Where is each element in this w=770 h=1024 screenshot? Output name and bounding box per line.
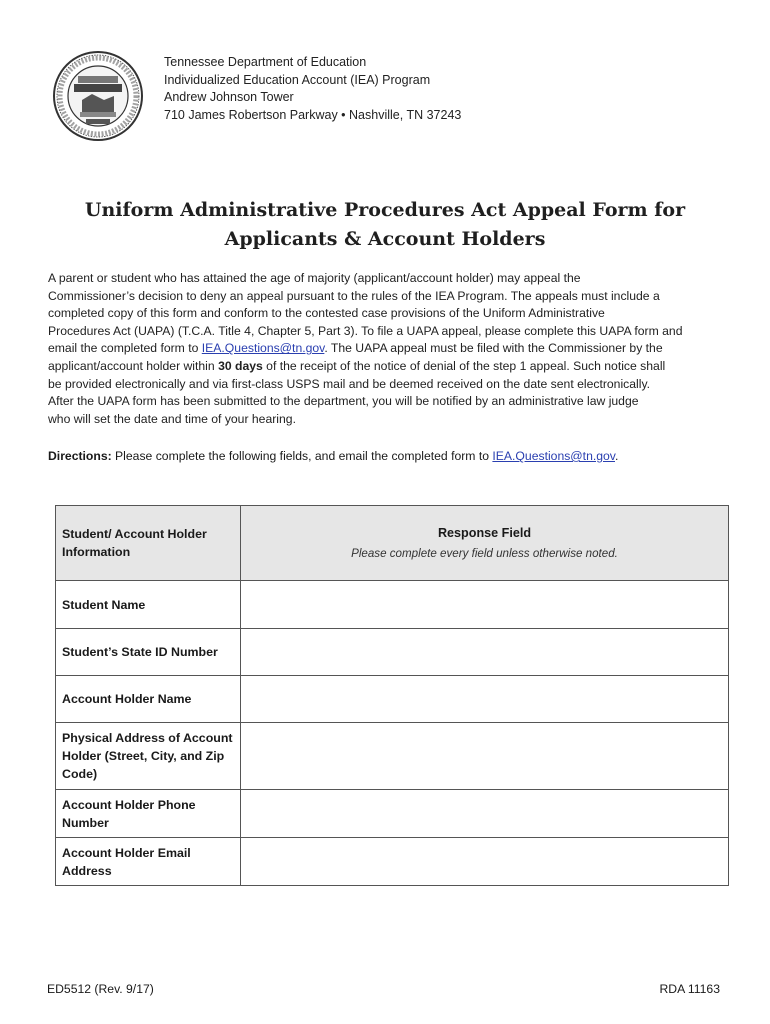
form-title <box>40 196 730 254</box>
directions-line <box>48 448 728 465</box>
department-header <box>164 54 461 124</box>
table-row <box>56 790 729 838</box>
table-row <box>56 629 729 676</box>
row-label-state-id: Student’s State ID Number <box>56 629 241 676</box>
row-label-account-holder-name: Account Holder Name <box>56 676 241 723</box>
deadline-emphasis: 30 days <box>218 358 263 373</box>
directions-text: Please complete the following fields, and email the completed form to <box>111 449 493 463</box>
response-field-note: Please complete every field unless otherwise noted. <box>351 547 618 560</box>
intro-line: be provided electronically and via first-class USPS mail and be deemed received on the date sent electronically. <box>48 376 651 391</box>
header-cell-info: Student/ Account Holder Information <box>56 506 241 581</box>
intro-line: After the UAPA form has been submitted to the department, you will be notified by an administrative law judge <box>48 394 639 409</box>
row-label-student-name: Student Name <box>56 581 241 629</box>
applicant-info-table <box>55 505 729 886</box>
form-id: ED5512 (Rev. 9/17) <box>47 982 154 996</box>
title-line-1: Uniform Administrative Procedures Act Appeal Form for <box>84 199 686 221</box>
table-row <box>56 676 729 723</box>
intro-line <box>48 358 728 376</box>
directions-email-link[interactable]: IEA.Questions@tn.gov <box>492 449 615 463</box>
table-row <box>56 723 729 790</box>
phone-field[interactable] <box>241 790 729 838</box>
intro-line: Procedures Act (UAPA) (T.C.A. Title 4, Chapter 5, Part 3). To file a UAPA appeal, please complete this UAPA form and <box>48 323 683 338</box>
row-label-email: Account Holder Email Address <box>56 838 241 886</box>
state-id-field[interactable] <box>241 629 729 676</box>
header-line-1: Tennessee Department of Education <box>164 55 367 69</box>
row-label-phone: Account Holder Phone Number <box>56 790 241 838</box>
state-seal-logo <box>52 50 144 142</box>
intro-line: who will set the date and time of your hearing. <box>48 411 296 426</box>
intro-email-link[interactable]: IEA.Questions@tn.gov <box>201 341 325 356</box>
title-line-2: Applicants & Account Holders <box>224 228 546 250</box>
header-line-2: Individualized Education Account (IEA) Program <box>164 72 431 87</box>
header-line-3: Andrew Johnson Tower <box>164 90 294 104</box>
student-name-field[interactable] <box>241 581 729 629</box>
email-field[interactable] <box>241 838 729 886</box>
rda-number: RDA 11163 <box>659 982 720 996</box>
intro-text: applicant/account holder within <box>48 358 219 373</box>
table-row <box>56 838 729 886</box>
header-cell-response <box>241 506 729 581</box>
intro-text: . The UAPA appeal must be filed with the Commissioner by the <box>324 341 663 356</box>
physical-address-field[interactable] <box>241 723 729 790</box>
intro-line: Commissioner’s decision to deny an appeal pursuant to the rules of the IEA Program. The appeals must include a <box>48 288 660 303</box>
directions-end: . <box>614 449 619 463</box>
intro-line: A parent or student who has attained the age of majority (applicant/account holder) may appeal the <box>48 271 581 285</box>
intro-text: email the completed form to <box>48 341 202 356</box>
directions-label: Directions: <box>48 449 112 463</box>
intro-line: completed copy of this form and conform to the contested case provisions of the Uniform Administrative <box>48 306 605 321</box>
intro-line <box>48 340 728 358</box>
account-holder-name-field[interactable] <box>241 676 729 723</box>
row-label-physical-address: Physical Address of Account Holder (Street, City, and Zip Code) <box>56 723 241 790</box>
table-header-row <box>56 506 729 581</box>
table-row <box>56 581 729 629</box>
response-field-title: Response Field <box>437 526 532 540</box>
header-line-4: 710 James Robertson Parkway • Nashville, TN 37243 <box>164 107 462 122</box>
intro-text: of the receipt of the notice of denial of the step 1 appeal. Such notice shall <box>262 358 666 373</box>
intro-paragraph <box>48 270 728 428</box>
